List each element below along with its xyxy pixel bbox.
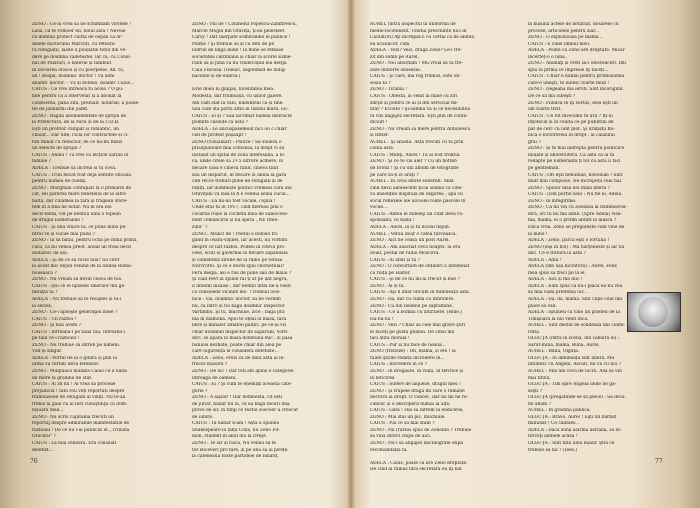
text-line: de jurist, habar nu ai, ce ea bagă mouri dua (192, 401, 290, 407)
text-line: diciuri ! (370, 120, 388, 126)
text-line: ZENO : Nu vream să devin ceava de tus. (32, 277, 123, 283)
text-line: faci atîta morală ! (370, 336, 410, 342)
text-line: dîrc, se apară la masa domnului mic : și pasă (192, 336, 293, 342)
text-line: ZENO : Tirania ! (370, 87, 408, 93)
text-line: ADELA : Le ancuspasemeaț nici ou c chiar (192, 126, 287, 132)
text-line: ZENO : O explozioasă pe mama... (528, 35, 603, 41)
text-line: de bronz ! Şi cu uni album de fotografie (370, 166, 459, 172)
text-line: medie-locotenent. Unetiă preschinte nici în (370, 28, 467, 34)
text-line: ea ucuulicor. cum (370, 41, 410, 47)
text-line: la cafeneaua toate partidele de biliard. (192, 454, 279, 460)
text-line: CAIUS : Sufere de laqueze, dragul meu ! (370, 382, 461, 388)
text-line: om foarte trist. (528, 107, 562, 113)
text-line: ZENO : Şi te mai îndrepta pentru politicice (528, 146, 625, 152)
text-line: CAIUS : Un război ! (32, 316, 77, 322)
text-line: instalat un spital de zonă interesană, a lo- (192, 152, 286, 158)
text-line: și Hitler. (370, 133, 390, 139)
text-line: ZENO : Vezi ? Chiar să cele mai grave ştiri (370, 323, 466, 329)
text-line: baltă, dar culamea la țară și trăgean sfore- (32, 198, 128, 204)
text-line: dinele doctorului Marcuti, cu retestu- (32, 41, 116, 47)
text-line: dere pe doamna vădeteștei, lar ca, cu Consi- (32, 54, 132, 60)
text-line: ADELA : Am auschat ceva noapte, la ora (370, 244, 461, 250)
text-line: ZENO : Ai și tu. (370, 283, 405, 289)
text-line: nișoara mea... (32, 408, 64, 414)
text-line: stra, ori tu nu mă aduli. (Spre Adela) Nea- (528, 211, 623, 217)
text-line: recomandația ta. (370, 447, 408, 453)
text-line: chiar doamnei inspector de săparunl, Vorti- (192, 329, 289, 335)
text-line: ZENO : Şi mai avem ? (32, 323, 81, 329)
text-line: care Sigurența le considera defetiste... (192, 349, 279, 355)
text-line: grăi ? (528, 139, 541, 145)
text-line: nent comancirui și nu spera ,,NE rmle- (192, 218, 279, 224)
text-line: ZENO : O convorbire de obțineri a întemeiat (370, 264, 470, 270)
text-line: că consolede vicinile mo- ? Domuil loso- (192, 290, 281, 296)
text-line: ZENO : Cu din neamul pe săptămîne. (370, 303, 454, 309)
text-line: sponsabil, ce băita ! (370, 218, 415, 224)
text-line: CAIUS : Ea nu-au fost vocale, copila ! (192, 198, 276, 204)
text-line: Shakespeare la falța Cons, nu Zeno Fil- (192, 427, 280, 433)
text-line: redăpte pe Esmeralda ți tot cu asta îi faci (528, 159, 621, 165)
text-line: Vartindiu. Şi tu, muchiule, zice ; bagă pră (192, 310, 285, 316)
text-line: că riuța pe Halter. (370, 270, 411, 276)
text-line: Ha-ha-ha ! (370, 316, 394, 322)
text-line: Lasă, că te vomoer eu, bolul ăsta ! Nevoie (32, 28, 126, 34)
text-line: De cînd ai rămas fără secretară eu îţi bat (370, 467, 462, 473)
text-line: Sărut-mina, mamă, Bună, Aurel. (528, 342, 600, 348)
text-line: ZENO : Mai stai un pic, muchiule. (370, 414, 446, 420)
text-line: pentru numea de clienți. (32, 179, 87, 185)
text-line: ah ! Bospa, doamna' doctor ! Vă adni (32, 74, 115, 80)
text-line: CAIUS : Chiar e numai pentru promisiunea (528, 74, 625, 80)
text-line: nica o loctorereul în drept : al cauzului (528, 133, 615, 139)
text-line: seşti ? (528, 388, 543, 394)
text-line: războiul ! De ce nu l-ai publicat în ,,Tribuna (32, 427, 130, 433)
text-line: CAIUS : Ştii ce le lipseste tinerilor din ge- (32, 283, 126, 289)
text-line: gand în ceară-vișinei, îar acesti, nu vorbim (192, 238, 288, 244)
text-line: ADELA : Nu trebuie să te reciples și tu-i (32, 296, 122, 302)
text-line: CAIUS : Şi care, mă rog frumos, este ob- (370, 74, 461, 80)
text-line: ia seriox. (32, 303, 53, 309)
right-page-column-1 (370, 22, 518, 474)
text-line: mon, student în anul doi la Drept. (192, 434, 268, 440)
text-line: liul de Palaturi, o baterie și tamburi (32, 61, 112, 67)
text-line: raldi să și pină vă nu vindecațiul ela dergă (192, 61, 287, 67)
text-line: Poliție ! Şi trebuie să și cu deti de pe (192, 41, 275, 47)
text-line: ZENO : Morgman contupait la o primărie de (32, 185, 131, 191)
text-line: răniți, iar domnește politici vremeai cura dia (192, 185, 292, 191)
text-line: AUREL (intră inspectul la uniformă de (370, 22, 456, 27)
text-line: mă, mama, ei o pritim antint la mască ? (528, 218, 617, 224)
text-line: CAIUS : E cînel limbul meu. (528, 41, 591, 47)
text-line: CAIUS : Ai aflat și tu ? (370, 257, 420, 263)
text-line: frumoaseile de refugiati și viniți. Nu te-au (32, 395, 126, 401)
text-line: ZENO : Nu scris căpitănia trecuti un (32, 414, 114, 420)
text-line: doud, postul de radio Moscova. (370, 251, 440, 257)
text-line: AUREL : În grădina publică. (528, 408, 591, 414)
text-line: mea spus să treci pe la el. (528, 270, 586, 276)
text-line: de dragul Esmeraldei ! (32, 218, 84, 224)
text-line: ZENO : Nu trebuie să întreb pe nimeni. (32, 342, 121, 348)
text-line: nice : Vai, doamna' doctor, să ne vorbim (192, 296, 281, 302)
text-line: le faceți pe gusta glumei. De cinei ma (370, 329, 455, 335)
text-line: OLGUŢA (pregătinde-se să plece) : Să decă (528, 395, 625, 401)
text-line: socul reflexele ale alcoolei toate pascele în (370, 198, 466, 204)
text-line: sesia ta ? (370, 80, 391, 86)
text-line: sfirşit și pentru ce ai și din servicial mi- (370, 100, 459, 106)
text-line: pomnte căselde ca asta ? (192, 120, 248, 126)
text-line: doamn' doctor. – Vă și nobele, doamn' Caius... (32, 80, 135, 86)
text-line: la acest mic dejun venind de la Stinea Roma- (32, 264, 133, 270)
text-line: prove de sir, în timp ce restul soocoer a crescut (192, 408, 299, 414)
text-line: încerteț-o o lună. (528, 54, 567, 60)
left-page-column-2 (192, 22, 340, 461)
text-line: defetist... (32, 447, 54, 453)
text-line: CAIUS : Şi ană vinice tu, ce pune mina pe- (32, 224, 127, 230)
text-line: prisoplatoare mai convinsă, la drept vi sa (192, 146, 285, 152)
text-line: societatea cardinalui și chiar la școrie Esme- (192, 54, 292, 60)
text-line: reportaj despre admirabile manifestatile de (32, 421, 130, 427)
text-line: CAIUS : Ce a bomba cu intirziere, (Ride.) (370, 310, 462, 316)
text-line: donăzeci de ani. (32, 251, 69, 257)
text-line: ZENO : Degeaba ma iersti. Sint incorigibil. (528, 87, 624, 93)
text-line: decit-tenta, vid pe nentoii unui s topean (32, 211, 121, 217)
text-line: vocile... (370, 205, 388, 211)
text-line: pe care să-ți le arăţi ? (370, 172, 419, 178)
text-line: Oraciței" ? (32, 434, 56, 440)
text-line: torceţi ambele acasă ! (528, 434, 578, 440)
text-line: CAIUS : Ta habar n-am ! Așta a spunea (192, 421, 280, 427)
text-line: ZENO (tristeze) : Oh, mamă, și ete ! ia (370, 349, 456, 355)
text-line: ca domnul profect cuitta de oepan ca or- (32, 35, 123, 41)
text-line: întreagă de oameni. (192, 375, 237, 381)
text-line: ADELA : Zeno, erezi că de data asta ai în- (192, 355, 285, 361)
text-line: CAIUS : Ce tot învecinte te ura ? Iți-ai (528, 113, 613, 119)
text-line: AUREL : Bună, Olguța. (528, 349, 580, 355)
text-line: OLGUŢA : Bravo, Aurel ! Eşti un bărbat (528, 414, 617, 420)
text-line: ZENO : Ce-i lipseşte generaţiei mele ? (32, 310, 118, 316)
text-line: gorie ? (192, 388, 208, 394)
text-line: tle de jandarmi din județ. (32, 107, 89, 113)
text-line: nu, că intro și toi bagă doamna' inspector (192, 303, 285, 309)
text-line: rinta. (528, 329, 541, 335)
text-line: noueasca ? (32, 270, 57, 276)
text-line: ra refugiatii, lasite a pouliatie totul din ve- (32, 48, 127, 54)
text-line: de iubire. (192, 414, 214, 420)
text-line: De ce să mă iubeşti ? (528, 94, 576, 100)
text-line: ADELA : Caius, poate că are Zeno dreptate. (370, 460, 468, 466)
text-line: ADELA : Adiu ! (528, 257, 562, 263)
text-line: la Prefectură, de la Nicu și de la U.D.B. (32, 120, 120, 126)
text-line: ADELA : Zeno, parcă eşti o fortună ! (528, 238, 610, 244)
text-line: Văd și singur. (32, 349, 63, 355)
text-line: Unde erai tu în 1917, cînd mereau pîni o (192, 205, 283, 211)
text-line: ca, unde citele sa 2+5 ulfrore acmere, în (192, 159, 284, 165)
text-line: CAIUS : Aşi fi aflat oricum în dimineață asta. (370, 290, 470, 296)
text-line: ZENO : Ce-ai vrea să ne schimbăm vîrstele ! (32, 22, 131, 27)
text-line: mult mai comploșe. Ne încropețîi ceai nai. (528, 179, 623, 185)
text-line: CAIUS : Şi de ce nu mi-ai trecut și mie ? (370, 277, 460, 283)
text-line: ZENO : A laşilor ! Dar domnesta, cit ești (192, 395, 283, 401)
text-line: ZENO : Pâi de ! Colanelul Popescu-Zamfirescu, (192, 22, 297, 27)
text-line: AUREL : În ceva ditate sobernit. Abla (370, 179, 454, 185)
text-line: ludroli de lingă mine ! Ia mine se remase (192, 48, 284, 54)
text-line: CAIUS : Pur și nu face de neaua... (370, 342, 446, 348)
text-line: ZENO : Nu (rareai spus de Zenobia ? Trebuie (370, 427, 472, 433)
right-page-column-2 (528, 22, 674, 454)
right-page-number: 77 (655, 458, 663, 465)
text-line: il înteîlni insaise ; dar nemții intlu ne-a venit (192, 283, 291, 289)
text-line: CAIUS : Ce vrei întreacă tu acolo ? O pu- (32, 87, 124, 93)
text-line: doctorii la drept. O cunosc, dar nu mi ne re- (370, 395, 469, 401)
text-line: minunat ! Ce calitate... (528, 421, 580, 427)
text-line: OLGUŢA (intră în scenă, din camera ei) : (528, 336, 620, 342)
text-line: Cuiu Filloosa. (Gleuic, zagonmsd de indig- (192, 67, 287, 73)
actor-photo (627, 292, 681, 332)
text-line: de lnore la grădina de stat. (32, 375, 93, 381)
text-line: Am cam stat la valo, bineînțeal ca și tine. (192, 100, 284, 106)
text-line: ZENO : Şi ce te vai aler ? Cu un hotten (370, 159, 457, 165)
book-gutter (346, 0, 356, 508)
text-line: cat, sei părerea mare bebețelul de la latre (32, 192, 126, 198)
text-line: Oravițani va lasa la fi e vedeia șeina cucul... (192, 192, 290, 198)
text-line: ADELA : Aurel, ia și tu niceal dejun. (370, 224, 451, 230)
text-line: Modestă, dar frumoasă, cu ușilor galere. (192, 94, 283, 100)
text-line: urmă va certati deva fetelelor. (32, 362, 100, 368)
text-line: ZENO : Anunaţi și vreti să-l ofectenceri. Îmi (528, 61, 626, 67)
text-line: Timișoara la noi venit încă. (528, 316, 589, 322)
text-line: ZENO : Te iar și riscă, Nu venea să te (192, 441, 276, 446)
text-line: ADELA : Da, da, mamă. Sînt clipe cînd imi (528, 296, 623, 302)
text-line: OLGUŢA : Ai dimineață sînt liberă. Mă (528, 355, 615, 361)
text-line: Este mieli ni gingaș, lucelitatea mea. (192, 87, 275, 93)
text-line: Sau cum stă porta affla în fundul mării, ioc. (192, 107, 289, 113)
text-line: cură, că nu venea preot, anual un treia decit (32, 244, 132, 250)
text-line: trecut măsura ? (192, 362, 228, 368)
text-line: va iluzonțile inspitală de înșpirea ; apa cu (370, 192, 463, 198)
text-line: CAIUS : La noa cenzura. Era consiliat (32, 441, 117, 446)
text-line: sau un dispărut, în fiecare zi uneai la gară (192, 172, 287, 178)
text-line: Marcle Mogul din Oravița, ți-au pelesteet (192, 28, 285, 34)
text-line: trimis la gaiii cu ai fost cunoştinţă cu dom- (32, 401, 128, 407)
text-line: ADELA : Eam spus că nu-i placă ea nu vea (528, 283, 623, 289)
text-line: Dacă vrea. Zeno se pregătește cum vine de (528, 224, 625, 230)
text-line: ADELA : Vezi? Vezi, dragă Zeno? Le-i tre- (370, 48, 462, 54)
text-line: fiecare casă e cineva rănit, cineva ținit (192, 166, 279, 172)
right-page (370, 22, 675, 492)
text-line: CAIUS : Gata ! Hai să intrem la endicerie, (370, 408, 464, 414)
text-line: tele în a tină de notar. Nu m era boi (32, 205, 112, 211)
text-line: toti mînat cu redactor, de ce nu-mi fixezi (32, 139, 123, 145)
text-line: ZENO : Bagan abonamentele de sprijin de (32, 113, 127, 119)
text-line: ZENO : Noi abordăm ! Mu vroia să ta tre- (370, 61, 463, 67)
text-line: ciel de protest pașaupt ! (192, 133, 247, 139)
left-page (32, 22, 344, 492)
left-page-column-1 (32, 22, 180, 454)
text-line: ADELA : Dacă sună alarma aeriană, să în- (528, 427, 622, 433)
text-line: CAIUS : Ei ? Şi cum te ehemaţi această cate- (192, 382, 293, 388)
text-line: ZENO : Şi trupele dragă mi care o ramane (370, 388, 465, 394)
text-line: cind devii adolescent ţii-ai seama că cine- (370, 185, 463, 191)
text-line: în favoarea oracol și cu poorpetie. Ah, tu, (32, 67, 125, 73)
text-line: pe tăul ce-i războiul ! (32, 336, 80, 342)
text-line: ZENO : Nu vream să mere pentru Antonescu (370, 126, 471, 132)
text-line: cese, scoți și guvernul în fiecare zăpăneală (192, 251, 288, 257)
text-line: zit din somn pe Aurel. (370, 54, 419, 60)
text-line: și comentezi zirelle de la radio pe terasă (192, 257, 283, 263)
text-line: ZENO : Nu-i să angajez dactilografe după (370, 441, 464, 446)
text-line: procese, articolele pentru ziar... (528, 28, 600, 34)
text-line: place să văd. (528, 303, 557, 309)
text-line: ZENO : Da, dar cu clima cu intirziere. (370, 296, 455, 302)
text-line: ZENO : În drogaute, în viața, în feririce și (370, 368, 464, 374)
text-line: ntrul ve și vocile mai pului ? (32, 231, 95, 237)
text-line: ZENO : De loc ! Dar toti am ajuns o categorie (192, 368, 294, 374)
text-line: ZENO : Spulor însă doi mină liberă ? (528, 185, 611, 191)
text-line: pat de cerc cu lunt plot. Şi uraţiștii bu- (528, 126, 615, 132)
text-line: ADELA (din ușa lucrătorii) : Aurel, Felix (528, 264, 617, 270)
text-line: nia în mamona. Apoi te oțeai la masă, fără (192, 316, 287, 322)
text-line: duc. Ce e fratora lu asta ? (528, 251, 586, 257)
text-line: conștientă, pana zita, preluait, notarial, a poate- (32, 100, 140, 106)
text-line: ZENO : Ia să bătăi, pentru ocha pe mină prima (32, 238, 137, 244)
text-line: CAIUS : Trun fiecat rost deja sentire oficială (32, 172, 132, 178)
text-line: ADELA : Portul de la o gitară și plin la (32, 355, 118, 361)
actor-photo-face (638, 297, 668, 327)
text-line: CAIUS : Obesta, ai venit la mine cu ziri (370, 94, 458, 100)
text-line: CAIUS : Ahiba ! Tu vrei cu lecțion sărilia în (32, 152, 129, 158)
text-line: Cautători) Aţi încrepat-o cu certai ca de abitez, (370, 35, 476, 41)
text-line: CAIUS : Păi ce să mai stăm ? (370, 421, 435, 427)
text-line: ZENO : Mulpuacă mulaba Caius cu a haltă (32, 368, 128, 374)
text-line: ZENO : Fiindcă te iţi sortuș, deși eşti un (528, 100, 618, 106)
text-line: Ferii despă, asi e rău de pîine sau de mălăi ? (192, 270, 292, 276)
text-line: CAIUS : (Din porțul său) : Nu fie ei, Adela. (528, 192, 623, 198)
text-line: ZENO : în inregirime. (528, 198, 577, 204)
text-line: neraţia ta ? (32, 290, 58, 296)
text-line: CAIUS : Ori eşti nebunule, hoboxule ! Sînt (528, 172, 623, 178)
text-line: ZENO (vizualităr) : Poliive ! Să suueza o (192, 139, 282, 145)
text-line: la mașină actele de notariat, dosarele cu (528, 22, 619, 27)
text-line: care-o uneşti, te iubesc foarte mult ! (528, 80, 610, 86)
text-line: AUREL : Verau doar o cafea turcească. (370, 231, 457, 237)
text-line: la mine ! (528, 231, 548, 237)
text-line: CAIUS : Intreabă-l pe tatăl tău. Intreabă-l (32, 329, 125, 335)
text-line: familie ? (32, 159, 51, 165)
text-line: ZENO : Aici ne ceasa un post Aurel. (370, 238, 450, 244)
text-line: ADELA : Spunesi că vine un prieten de la (528, 310, 620, 316)
text-line: Norcrorei. Şi ce e dovdi spui clocherulal? (192, 264, 285, 270)
text-line: litar ? Ecoute ! Şi-oamna va și ce necesitatea (370, 107, 471, 113)
text-line: CAIUS : Ai zn nu ! Al vrea să procede (32, 382, 116, 388)
text-line: despre ce liat război. Podesi în citeva pro- (192, 244, 286, 250)
text-line: cocardă roșie la cocheta mea de subiocote- (192, 211, 289, 217)
text-line: trebuie să fac ! (Iese.) (528, 447, 578, 453)
left-page-number: 76 (30, 458, 38, 465)
text-line: ZENO (ieşi în hol) : Mă hărțeneste și îar nu (528, 244, 625, 250)
text-line: OLGUŢA : Tim spre Angela unde ne gă- (528, 382, 617, 388)
text-line: AUREL : Mai am ceva de lucru. Asa să vin (528, 368, 622, 374)
text-line: ZENO : Atunci de ! Poetui e bonieli fri- (192, 231, 279, 237)
text-line: ZENO : Ca nu vin cu Zenobia la dumneavoa- (528, 205, 628, 211)
text-line: să mai vadă prietenia lor... (528, 290, 588, 296)
text-line: bunicei dezbate, poate chiar din alea pe (192, 342, 282, 348)
text-line: CAIUS : Ei și ? Sau lacrimat bamea distructe (192, 113, 293, 119)
text-line: să vina direct chipă de aici. (370, 434, 432, 440)
text-line: ADELA : Şi de ce să rovie fala? Să citet (32, 257, 120, 263)
text-line: CAIUS : Încredere în ce ? (370, 362, 427, 368)
text-line: ADELA : Poate că Zeno are dreptate. Mîcar (528, 48, 625, 54)
text-line: spui la prima ce impresie îţi faceți... (528, 67, 609, 73)
text-line: pe gentleman. (528, 166, 560, 172)
text-line: ne aflăm ? (528, 401, 551, 407)
text-line: ADELA : Trebuie să încrezi și tu cova. (32, 166, 117, 172)
text-line: un sefecte de sprijin ? (32, 146, 82, 152)
text-line: tuate ştirile redată încredere în... (370, 355, 445, 361)
text-line: zulu'' ? (192, 224, 208, 230)
text-line: Şi ciad Pevt ili spune răi ți ăt pe unt negru, (192, 277, 288, 283)
text-line: cite recce trenuri pline de refugiați și de (192, 179, 283, 185)
text-line: ciuna asta. (370, 146, 395, 152)
text-line: ADELA : Aici și mă duc ! (528, 277, 583, 283)
text-line: cunosc și o descoperă numai la alții. (370, 401, 451, 407)
text-line: zeze dinterte obseezie. (370, 67, 422, 73)
text-line: bere și mînâlor amatoli palțiri, pe ce-ai vis (192, 323, 287, 329)
text-line: înţotecal și în cealta ce pe puțintini de (528, 120, 614, 126)
text-line: chioăr... Dar uite, ciclă for contractele și ci- (32, 133, 129, 139)
text-line: naciune și de eulevă.) (192, 74, 241, 80)
text-line: prejudiciu ! Iată rou veți reportați despre (32, 388, 125, 394)
text-line: în fericirea (370, 375, 395, 381)
text-line: OLGUŢA : Sînt fata unui maior. Ştiu ce (528, 441, 615, 446)
text-line: mulate și universitorii. Ca asta ca ia ta (528, 152, 615, 158)
text-line: mai tîrziu. (528, 375, 551, 381)
text-line: AUREL : Şi iatăsta. Asta trecuti cu ta prin (370, 139, 464, 145)
text-line: CAIUS : Mîinţi, Aurel ! Tu ai fost frontul. (370, 152, 461, 158)
text-line: Carsy ! Dar înerpăte Esmeraldei le publice ! (192, 35, 291, 41)
text-line: tot enceverl pro tare, și pe una să ai pîreții (192, 447, 288, 453)
text-line: Eşti un profitor cumpăt și romantic, un (32, 126, 119, 132)
text-line: blie pentru că a intervenit și a abonat la (32, 94, 122, 100)
text-line: CAIUS : Antea le îndeleji un citat deva ra- (370, 211, 464, 217)
text-line: ta vizi angajez secretară. Eşti plin de conta- (370, 113, 468, 119)
text-line: AUREL : Sînt destul de solidează din confe- (528, 323, 625, 329)
text-line: întîlnesc cu Angela. Ascult, nu vii cu noi ? (528, 362, 621, 368)
